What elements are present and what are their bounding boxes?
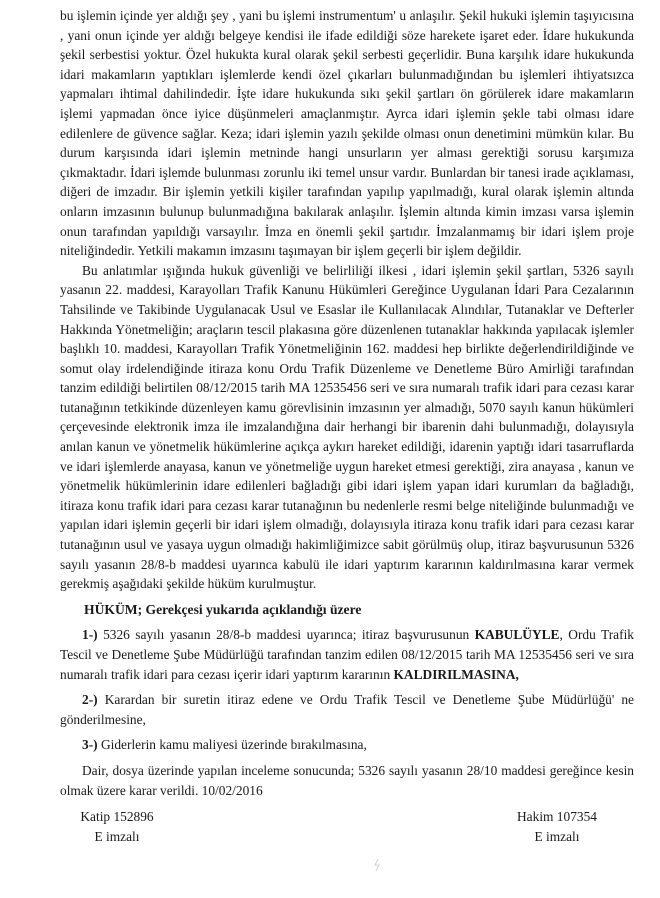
item-text: Karardan bir suretin itiraz edene ve Ordu Trafik Tescil ve Denetleme Şube Müdürlüğü' ne gönderilmesine, [60, 692, 634, 727]
judgment-item-3 [60, 735, 634, 755]
item-text: , Ordu Trafik Tescil ve Denetleme Şube Müdürlüğü tarafından tanzim edilen 08/12/2015 tarih MA 12535456 seri ve sıra numaralı trafik idari para cezası içerir idari yaptırım kararının [60, 627, 634, 682]
judge-title: Hakim 107354 [517, 809, 597, 824]
paragraph-reasoning-continued: bu işlemin içinde yer aldığı şey , yani bu işlemi instrumentum' u anlaşılır. Şekil hukuki işlemin taşıyıcısına , yani onun içinde yer aldığı belgeye kendisi ile ifade edildiği söze harekete işaret eder. İdare hukukunda şekil serbestisi yoktur. Özel hukukta kural olarak şekil serbesti geçerlidir. Buna karşılık idare hukukunda idari makamların yaptıkları işlemlerde kendi özel çıkarları bulunmadığından bu işlemleri ihtiyatsızca yapmaları ihtimal dahilindedir. İşte idare hukukunda sıkı şekil şartları ön görülerek idare makamların işlemi yapmadan önce iyice düşünmeleri amaçlanmıştır. Ayrca idari işlemin şekle tabi olması idare edilenlere de güvence sağlar. Keza; idari işlemin yazılı şekilde olması onun denetimini mümkün kılar. Bu durum karşısında idari işlemin metninde hangi unsurların yer alması gerektiği sorusu karşımıza çıkmaktadır. İdari işlemde bulunması zorunlu iki temel unsur vardır. Bunlardan bir tanesi irade açıklaması, diğeri de imzadır. Bir işlemin yetkili kişiler tarafından yapılıp yapılmadığı, kural olarak işlemin altında onların imzasının bulunup bulunmadığına bakılarak anlaşılır. İşlemin altında kimin imzası varsa işlemin onun tarafından yapıldığı varsayılır. İmza en önemli şekil şartıdır. İmzalanmamış bir idari işlem proje niteliğindedir. Yetkili makamın imzasını taşımayan bir işlem geçerli bir işlem değildir. [60, 8, 634, 259]
judgment-heading: HÜKÜM; Gerekçesi yukarıda açıklandığı üzere [84, 601, 362, 617]
closing-statement: Dair, dosya üzerinde yapılan inceleme sonucunda; 5326 sayılı yasanın 28/10 maddesi gereğince kesin olmak üzere karar verildi. 10/02/2016 [60, 762, 634, 798]
judgment-item-2 [60, 690, 634, 729]
judge-signature [502, 807, 612, 846]
clerk-e-signed: E imzalı [94, 828, 140, 844]
clerk-signature [62, 807, 172, 846]
item-text: 5326 sayılı yasanın 28/8-b maddesi uyarınca; itiraz başvurusunun [97, 627, 475, 643]
item-number: 2-) [82, 692, 98, 708]
paragraph-evaluation: Bu anlatımlar ışığında hukuk güvenliği ve belirliliği ilkesi , idari işlemin şekil şartları, 5326 sayılı yasanın 22. maddesi, Karayolları Trafik Kanunu Hükümleri Gereğince Uygulanan İdari Para Cezalarının Tahsilinde ve Takibinde Uygulanacak Usul ve Esaslar ile Kullanılacak Alındılar, Tutanaklar ve Defterler Hakkında Yönetmeliğin; araçların tescil plakasına göre düzenlenen tutanaklar hakkında yapılacak işlemler başlıklı 10. maddesi, Karayolları Trafik Yönetmeliğinin 162. maddesi hep birlikte değerlendirildiğinde ve somut olay irdelendiğinde itiraza konu Ordu Trafik Düzenleme ve Denetleme Büro Amirliği tarafından tanzim edildiği belirtilen 08/12/2015 tarih MA 12535456 seri ve sıra numaralı trafik idari para cezası karar tutanağının tetkikinde düzenleyen kamu görevlisinin imzasının yer almadığı, 5070 sayılı kanun hükümleri çerçevesinde elektronik imza ile imzalandığına dair herhangi bir ibarenin dahi bulunmadığı, dolayısıyla anılan kanun ve yönetmelik hükümlerine açıkça aykırı hareket edildiği, idarenin yaptığı idari tasarruflarda ve idari işlemlerde anayasa, kanun ve yönetmeliğe uygun hareket etmesi gerektiği, zira anayasa , kanun ve yönetmelik hükümlerinin idare edilenleri bağladığı gibi idari işlem yapan idari kurumları da bağladığı, itiraza konu trafik idari para cezası karar tutanağının bu nedenlerle resmi belge niteliğinde bulunmadığı ve yapılan idari işlemin geçerli bir idari işlem olmadığı, dolayısıyla itiraza konu trafik idari para cezası karar tutanağının usul ve yasaya uygun olmadığı hakimliğimizce sabit görülmüş olup, itiraz başvurusunun 5326 sayılı yasanın 28/8-b maddesi uyarınca kabulü ile idari yaptırım kararının kaldırılmasına karar vermek gerekmiş aşağıdaki şekilde hüküm kurulmuştur. [60, 262, 634, 592]
item-text: Giderlerin kamu maliyesi üzerinde bırakılmasına, [97, 737, 367, 753]
scan-mark [372, 858, 382, 872]
item-number: 1-) [82, 627, 98, 643]
signature-block [0, 807, 660, 857]
judgment-item-1 [60, 625, 634, 684]
item-bold-term: KALDIRILMASINA, [393, 666, 519, 682]
item-number: 3-) [82, 737, 98, 753]
item-bold-term: KABULÜYLE [474, 627, 560, 643]
clerk-title: Katip 152896 [80, 809, 154, 824]
judge-e-signed: E imzalı [534, 828, 580, 844]
